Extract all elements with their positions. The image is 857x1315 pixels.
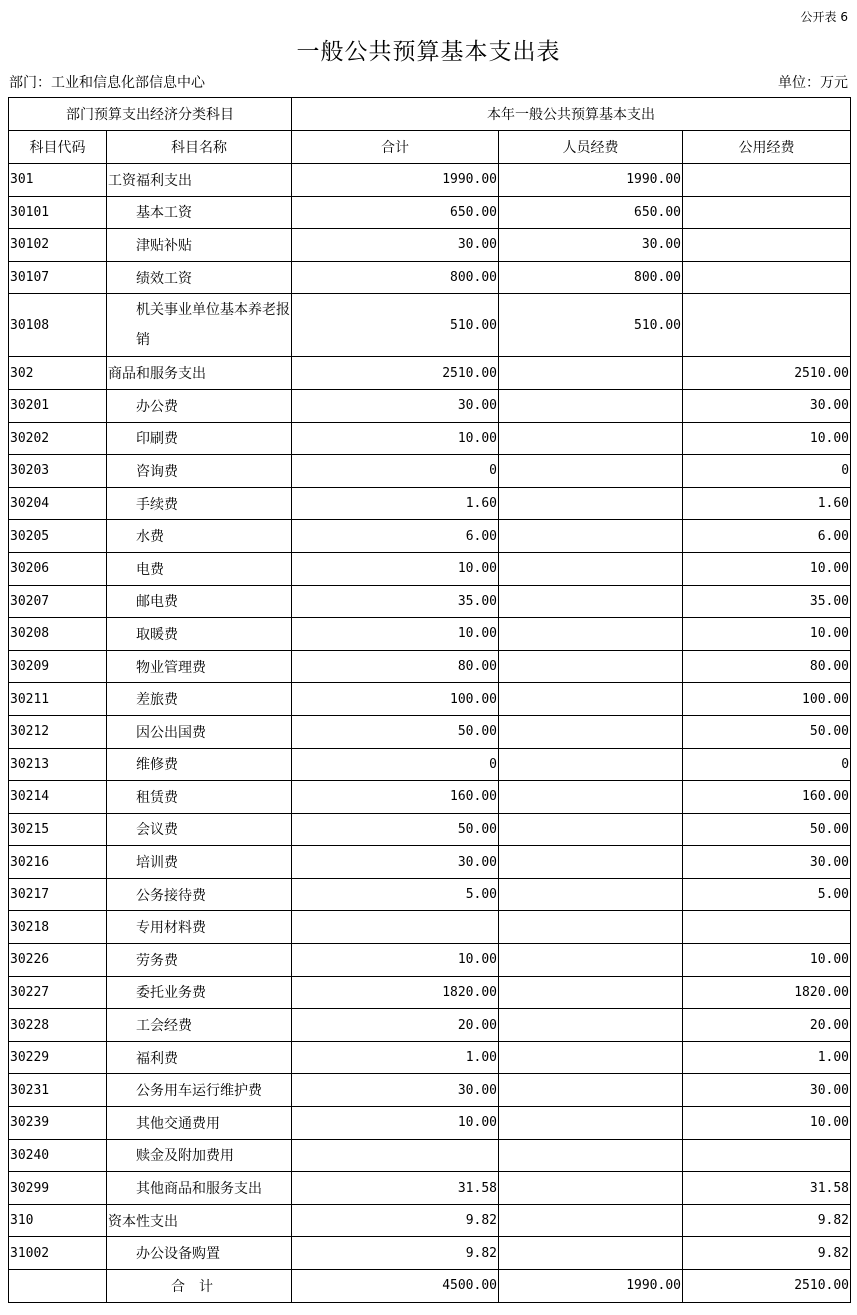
row-public: 1820.00 — [683, 976, 851, 1009]
row-total: 30.00 — [292, 1074, 499, 1107]
row-public: 50.00 — [683, 813, 851, 846]
row-code: 30240 — [9, 1139, 107, 1172]
row-name: 维修费 — [107, 748, 292, 781]
row-personnel — [499, 552, 683, 585]
row-personnel — [499, 813, 683, 846]
row-name: 邮电费 — [107, 585, 292, 618]
row-public: 30.00 — [683, 1074, 851, 1107]
table-row — [9, 781, 851, 814]
row-total: 10.00 — [292, 552, 499, 585]
row-total: 35.00 — [292, 585, 499, 618]
row-total: 1990.00 — [292, 164, 499, 197]
row-public: 35.00 — [683, 585, 851, 618]
row-code: 30202 — [9, 422, 107, 455]
row-code: 30101 — [9, 196, 107, 229]
row-name: 津贴补贴 — [107, 229, 292, 262]
row-total: 0 — [292, 748, 499, 781]
row-total: 30.00 — [292, 846, 499, 879]
header-economic-classification: 部门预算支出经济分类科目 — [9, 98, 292, 131]
header-current-year-expenditure: 本年一般公共预算基本支出 — [292, 98, 851, 131]
row-public: 80.00 — [683, 650, 851, 683]
table-row — [9, 650, 851, 683]
row-name: 因公出国费 — [107, 715, 292, 748]
table-row — [9, 1074, 851, 1107]
header-column-row — [9, 131, 851, 164]
row-code: 30227 — [9, 976, 107, 1009]
row-code: 30231 — [9, 1074, 107, 1107]
row-public: 5.00 — [683, 878, 851, 911]
row-public: 6.00 — [683, 520, 851, 553]
page-title: 一般公共预算基本支出表 — [296, 39, 561, 65]
row-public — [683, 261, 851, 294]
row-total: 9.82 — [292, 1204, 499, 1237]
header-code: 科目代码 — [9, 131, 107, 164]
row-code: 30206 — [9, 552, 107, 585]
table-row — [9, 1237, 851, 1270]
row-personnel — [499, 455, 683, 488]
row-code: 30205 — [9, 520, 107, 553]
row-total: 2510.00 — [292, 357, 499, 390]
row-personnel — [499, 357, 683, 390]
row-name: 水费 — [107, 520, 292, 553]
row-total — [292, 1139, 499, 1172]
row-name: 咨询费 — [107, 455, 292, 488]
row-public: 10.00 — [683, 552, 851, 585]
table-number-tag: 公开表 6 — [800, 10, 848, 24]
table-row — [9, 1204, 851, 1237]
row-public: 10.00 — [683, 618, 851, 651]
row-name: 办公设备购置 — [107, 1237, 292, 1270]
row-code: 30213 — [9, 748, 107, 781]
row-code: 30107 — [9, 261, 107, 294]
row-personnel — [499, 846, 683, 879]
row-personnel — [499, 487, 683, 520]
row-total: 10.00 — [292, 944, 499, 977]
table-row — [9, 357, 851, 390]
row-code: 30218 — [9, 911, 107, 944]
row-name: 其他商品和服务支出 — [107, 1172, 292, 1205]
row-total: 31.58 — [292, 1172, 499, 1205]
row-name: 取暖费 — [107, 618, 292, 651]
row-total: 160.00 — [292, 781, 499, 814]
row-total: 5.00 — [292, 878, 499, 911]
row-name: 机关事业单位基本养老报销 — [107, 294, 292, 357]
row-code: 30216 — [9, 846, 107, 879]
row-code: 30299 — [9, 1172, 107, 1205]
table-row — [9, 229, 851, 262]
table-row — [9, 944, 851, 977]
row-personnel — [499, 1041, 683, 1074]
row-public: 31.58 — [683, 1172, 851, 1205]
table-row — [9, 1107, 851, 1140]
table-row — [9, 976, 851, 1009]
row-personnel — [499, 1139, 683, 1172]
row-personnel — [499, 389, 683, 422]
row-public: 1.00 — [683, 1041, 851, 1074]
row-public — [683, 1139, 851, 1172]
row-personnel — [499, 944, 683, 977]
row-public: 10.00 — [683, 1107, 851, 1140]
row-total: 10.00 — [292, 1107, 499, 1140]
row-total: 50.00 — [292, 715, 499, 748]
row-name: 电费 — [107, 552, 292, 585]
row-code: 30214 — [9, 781, 107, 814]
row-personnel: 650.00 — [499, 196, 683, 229]
row-total: 100.00 — [292, 683, 499, 716]
row-total: 80.00 — [292, 650, 499, 683]
table-row — [9, 1041, 851, 1074]
row-total: 30.00 — [292, 229, 499, 262]
table-row — [9, 389, 851, 422]
row-personnel — [499, 715, 683, 748]
row-total: 800.00 — [292, 261, 499, 294]
row-personnel — [499, 618, 683, 651]
row-code: 310 — [9, 1204, 107, 1237]
row-public — [683, 164, 851, 197]
row-code: 301 — [9, 164, 107, 197]
row-total: 1.00 — [292, 1041, 499, 1074]
row-personnel — [499, 650, 683, 683]
budget-table — [8, 97, 851, 1303]
table-row — [9, 261, 851, 294]
row-name: 委托业务费 — [107, 976, 292, 1009]
row-total: 50.00 — [292, 813, 499, 846]
table-row — [9, 618, 851, 651]
row-public: 0 — [683, 748, 851, 781]
row-code: 30211 — [9, 683, 107, 716]
row-total: 650.00 — [292, 196, 499, 229]
row-code: 30228 — [9, 1009, 107, 1042]
row-total: 1.60 — [292, 487, 499, 520]
row-public: 20.00 — [683, 1009, 851, 1042]
row-name: 租赁费 — [107, 781, 292, 814]
row-personnel: 30.00 — [499, 229, 683, 262]
row-code: 30215 — [9, 813, 107, 846]
row-public — [683, 911, 851, 944]
table-row — [9, 196, 851, 229]
table-row — [9, 455, 851, 488]
table-row — [9, 878, 851, 911]
row-personnel — [499, 1204, 683, 1237]
row-total: 10.00 — [292, 618, 499, 651]
row-code: 30229 — [9, 1041, 107, 1074]
table-row — [9, 520, 851, 553]
row-code: 302 — [9, 357, 107, 390]
header-public: 公用经费 — [683, 131, 851, 164]
row-personnel — [499, 911, 683, 944]
row-personnel — [499, 422, 683, 455]
row-personnel — [499, 1074, 683, 1107]
row-public: 100.00 — [683, 683, 851, 716]
table-row — [9, 1009, 851, 1042]
row-personnel — [499, 976, 683, 1009]
row-total: 20.00 — [292, 1009, 499, 1042]
row-name: 福利费 — [107, 1041, 292, 1074]
row-name: 绩效工资 — [107, 261, 292, 294]
table-row — [9, 552, 851, 585]
table-row — [9, 911, 851, 944]
row-personnel: 800.00 — [499, 261, 683, 294]
row-personnel — [499, 1009, 683, 1042]
row-code: 30102 — [9, 229, 107, 262]
table-row — [9, 164, 851, 197]
row-name: 资本性支出 — [107, 1204, 292, 1237]
department-label: 部门：工业和信息化部信息中心 — [9, 75, 205, 91]
header-name: 科目名称 — [107, 131, 292, 164]
row-code: 30226 — [9, 944, 107, 977]
row-total: 510.00 — [292, 294, 499, 357]
row-name: 工会经费 — [107, 1009, 292, 1042]
row-name: 赎金及附加费用 — [107, 1139, 292, 1172]
row-public — [683, 229, 851, 262]
row-personnel — [499, 1237, 683, 1270]
row-code: 30207 — [9, 585, 107, 618]
row-name: 基本工资 — [107, 196, 292, 229]
row-public — [683, 196, 851, 229]
table-row — [9, 585, 851, 618]
row-name: 专用材料费 — [107, 911, 292, 944]
row-public: 10.00 — [683, 422, 851, 455]
table-row — [9, 683, 851, 716]
row-name: 商品和服务支出 — [107, 357, 292, 390]
table-row — [9, 422, 851, 455]
row-code: 30239 — [9, 1107, 107, 1140]
totals-total: 4500.00 — [292, 1270, 499, 1303]
row-public: 10.00 — [683, 944, 851, 977]
row-total: 1820.00 — [292, 976, 499, 1009]
row-total: 30.00 — [292, 389, 499, 422]
unit-label: 单位：万元 — [778, 75, 848, 91]
row-public: 50.00 — [683, 715, 851, 748]
row-public: 30.00 — [683, 846, 851, 879]
row-public: 1.60 — [683, 487, 851, 520]
row-public — [683, 294, 851, 357]
row-code: 30212 — [9, 715, 107, 748]
header-total: 合计 — [292, 131, 499, 164]
row-code: 30209 — [9, 650, 107, 683]
header-group-row — [9, 98, 851, 131]
row-personnel — [499, 1172, 683, 1205]
totals-personnel: 1990.00 — [499, 1270, 683, 1303]
row-public: 9.82 — [683, 1237, 851, 1270]
row-name: 培训费 — [107, 846, 292, 879]
row-total: 10.00 — [292, 422, 499, 455]
table-row — [9, 715, 851, 748]
row-personnel — [499, 748, 683, 781]
row-code: 30108 — [9, 294, 107, 357]
row-personnel — [499, 878, 683, 911]
table-row — [9, 846, 851, 879]
row-public: 0 — [683, 455, 851, 488]
row-code: 31002 — [9, 1237, 107, 1270]
totals-public: 2510.00 — [683, 1270, 851, 1303]
row-personnel — [499, 1107, 683, 1140]
row-code: 30203 — [9, 455, 107, 488]
row-total: 0 — [292, 455, 499, 488]
row-name: 公务用车运行维护费 — [107, 1074, 292, 1107]
row-personnel — [499, 781, 683, 814]
totals-label: 合计 — [107, 1270, 292, 1303]
table-row — [9, 1139, 851, 1172]
row-name: 印刷费 — [107, 422, 292, 455]
header-personnel: 人员经费 — [499, 131, 683, 164]
row-code: 30208 — [9, 618, 107, 651]
row-name: 劳务费 — [107, 944, 292, 977]
row-public: 160.00 — [683, 781, 851, 814]
row-personnel: 510.00 — [499, 294, 683, 357]
table-row — [9, 748, 851, 781]
row-code: 30217 — [9, 878, 107, 911]
row-personnel — [499, 585, 683, 618]
row-public: 2510.00 — [683, 357, 851, 390]
totals-row — [9, 1270, 851, 1303]
row-name: 会议费 — [107, 813, 292, 846]
row-name: 手续费 — [107, 487, 292, 520]
row-personnel — [499, 520, 683, 553]
row-total: 6.00 — [292, 520, 499, 553]
totals-code-cell — [9, 1270, 107, 1303]
row-total — [292, 911, 499, 944]
row-total: 9.82 — [292, 1237, 499, 1270]
table-row — [9, 487, 851, 520]
row-personnel: 1990.00 — [499, 164, 683, 197]
row-name: 差旅费 — [107, 683, 292, 716]
row-name: 物业管理费 — [107, 650, 292, 683]
row-name: 办公费 — [107, 389, 292, 422]
table-row — [9, 813, 851, 846]
row-code: 30204 — [9, 487, 107, 520]
row-public: 9.82 — [683, 1204, 851, 1237]
row-code: 30201 — [9, 389, 107, 422]
table-row — [9, 1172, 851, 1205]
row-name: 工资福利支出 — [107, 164, 292, 197]
table-row — [9, 294, 851, 357]
row-public: 30.00 — [683, 389, 851, 422]
row-personnel — [499, 683, 683, 716]
row-name: 其他交通费用 — [107, 1107, 292, 1140]
row-name: 公务接待费 — [107, 878, 292, 911]
